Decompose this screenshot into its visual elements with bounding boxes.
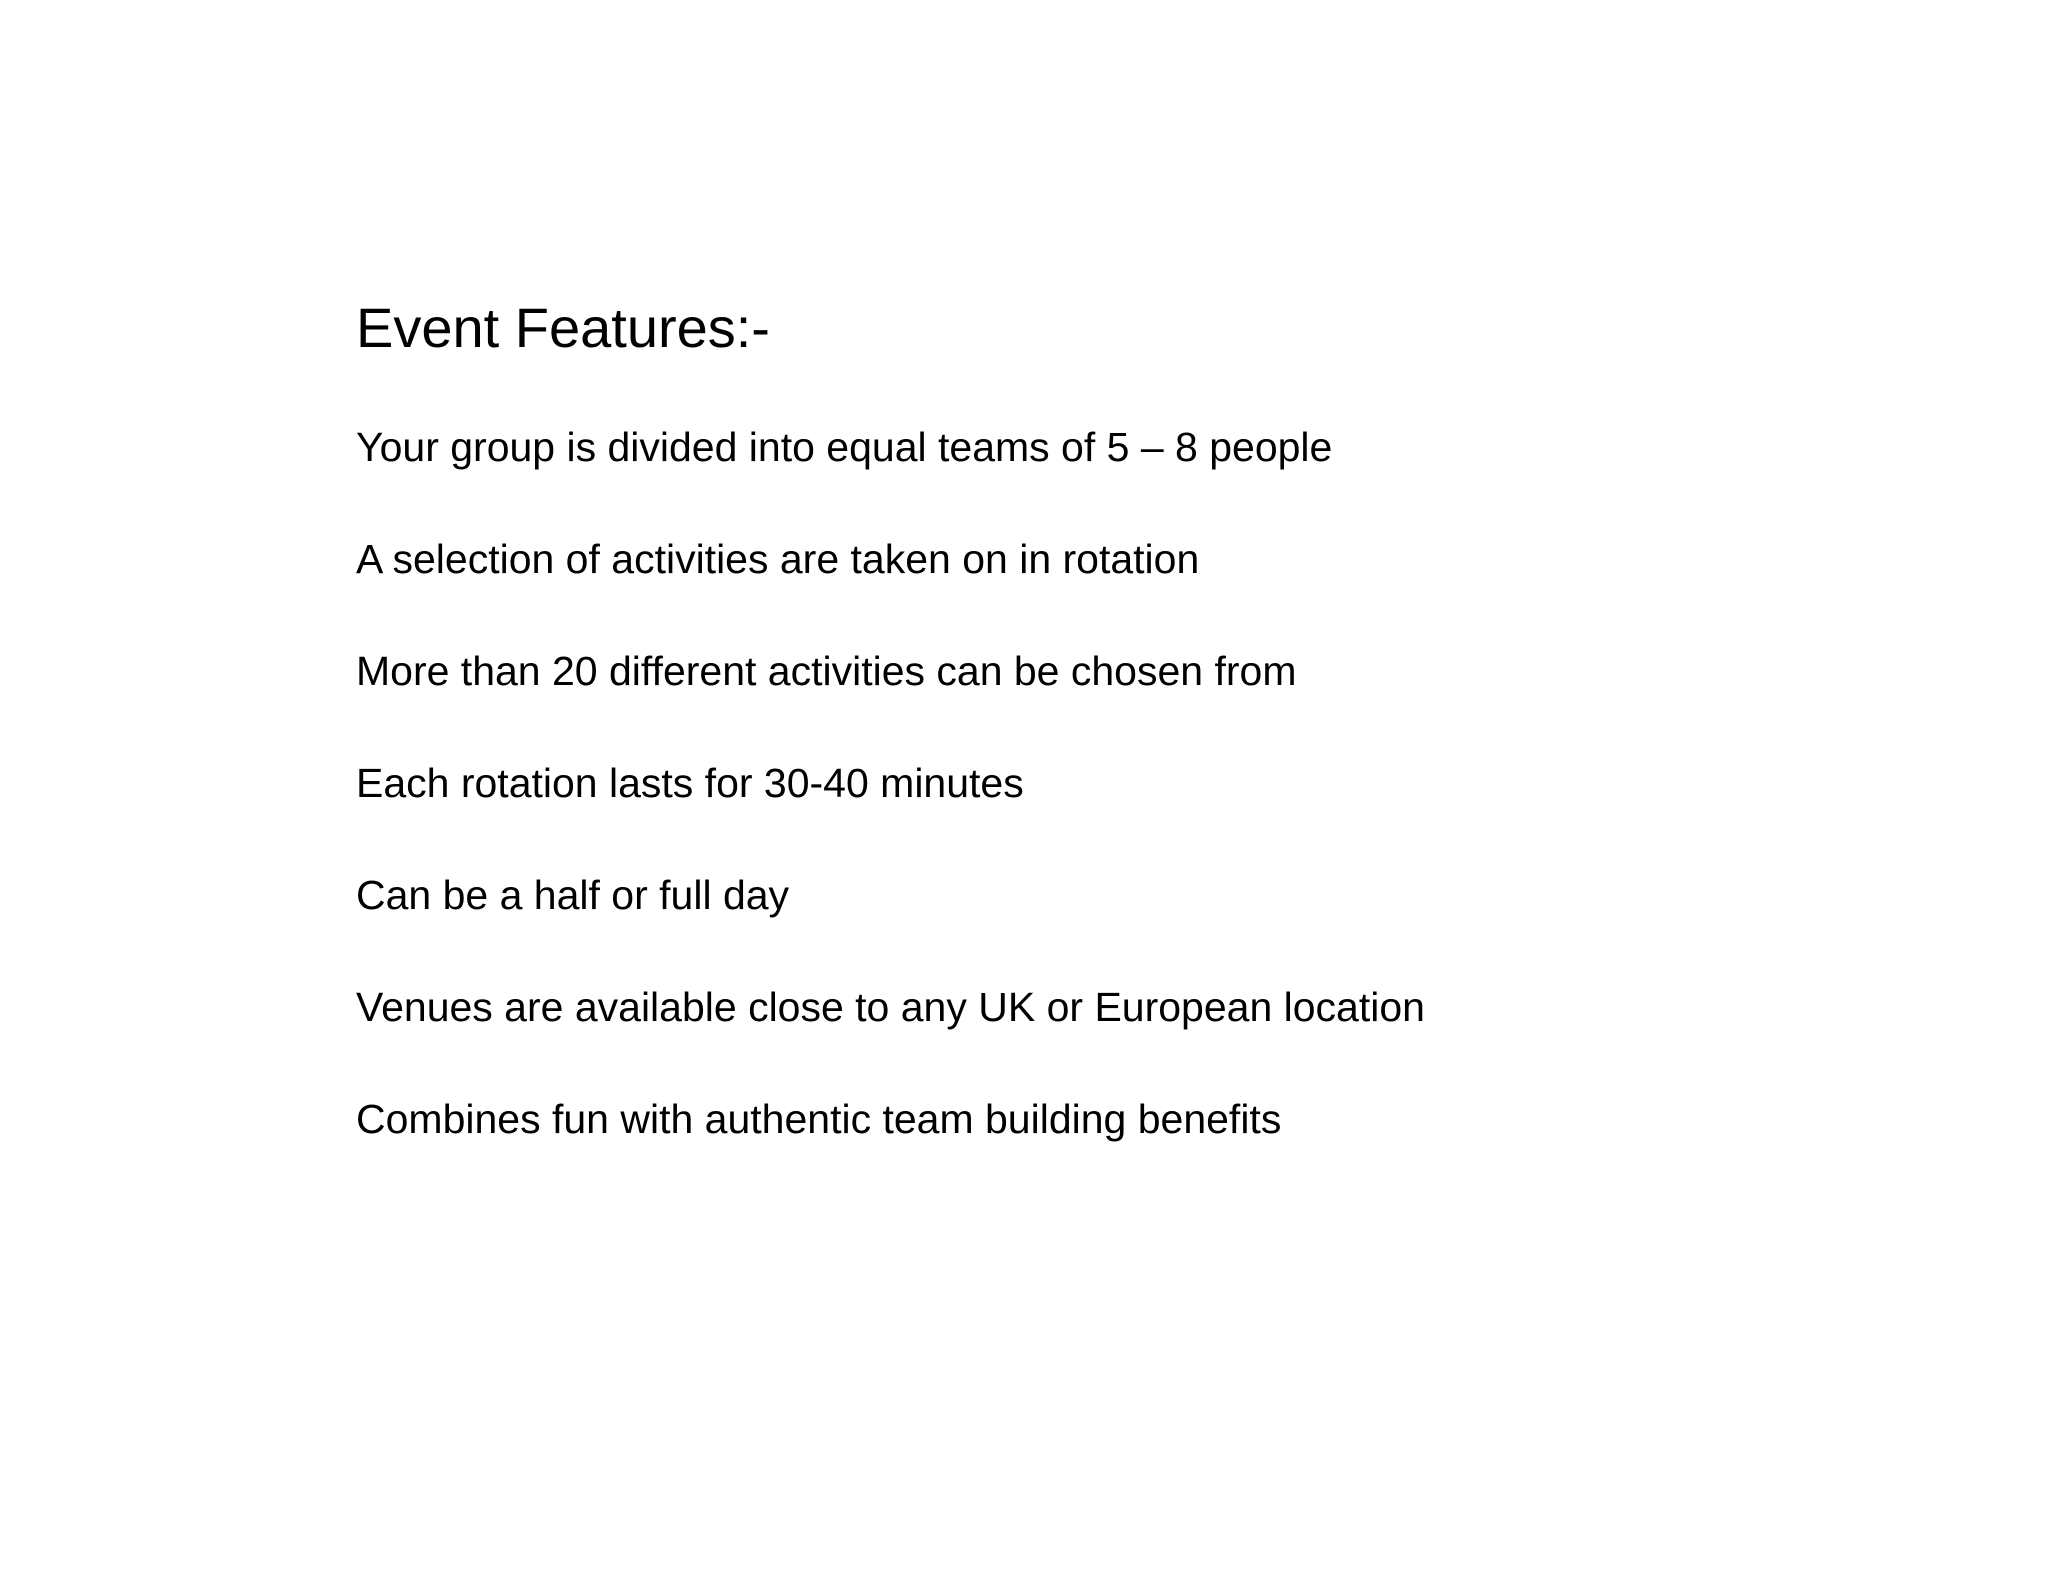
feature-item: More than 20 different activities can be chosen from xyxy=(356,648,1297,694)
feature-item: Each rotation lasts for 30-40 minutes xyxy=(356,760,1024,806)
feature-item: Combines fun with authentic team building benefits xyxy=(356,1096,1282,1142)
feature-list xyxy=(356,419,1425,1203)
feature-item: Can be a half or full day xyxy=(356,872,790,918)
feature-item: Venues are available close to any UK or European location xyxy=(356,984,1425,1030)
slide-heading: Event Features:- xyxy=(356,296,770,359)
feature-item: A selection of activities are taken on in rotation xyxy=(356,536,1200,582)
feature-item: Your group is divided into equal teams of 5 – 8 people xyxy=(356,424,1333,470)
